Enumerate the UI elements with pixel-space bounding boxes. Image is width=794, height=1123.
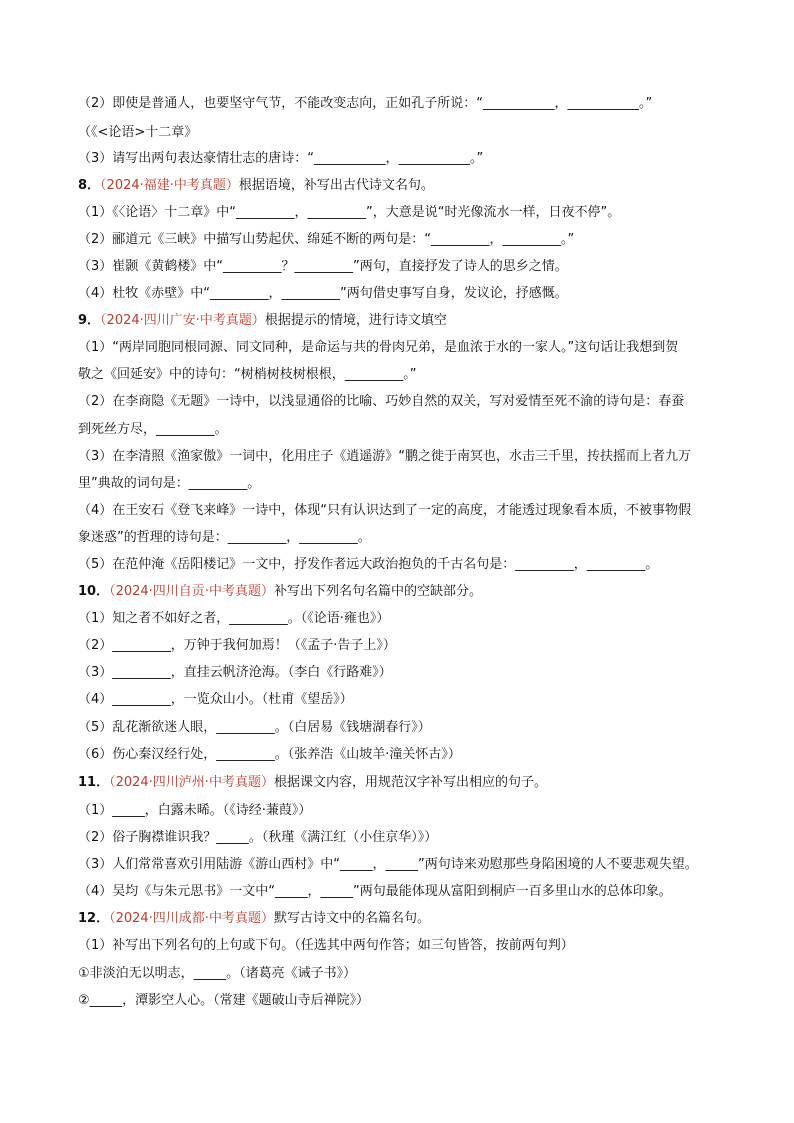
q12-1-item-1: ①非淡泊无以明志，_____。（诸葛亮《诫子书》） <box>78 966 357 981</box>
q9-4-line-a: （4）在王安石《登飞来峰》一诗中，体现“只有认识达到了一定的高度，才能透过现象看本质，不被事物假 <box>78 503 692 518</box>
q9-heading: 9．（2024·四川广安·中考真题）根据提示的情境，进行诗文填空 <box>78 313 447 328</box>
q11-1-line: （1）_____，白露未晞。（《诗经·蒹葭》） <box>78 803 312 818</box>
q10-3-line: （3）_________，直挂云帆济沧海。（李白《行路难》） <box>78 665 392 680</box>
q9-4-line-b: 象迷惑”的哲理的诗句是：_________，_________。 <box>78 530 371 545</box>
q12-1-item-2: ②_____，潭影空人心。（常建《题破山寺后禅院》） <box>78 993 370 1008</box>
q11-4-line: （4）吴均《与朱元思书》一文中“_____，_____”两句最能体现从富阳到桐庐一百多里山水的总体印象。 <box>78 884 672 899</box>
q11-2-line: （2）俗子胸襟谁识我？_____。（秋瑾《满江红（小住京华）》） <box>78 830 438 845</box>
q9-1-line-b: 敬之《回延安》中的诗句：“树梢树枝树根根，_________。” <box>78 367 417 382</box>
q9-3-line-a: （3）在李清照《渔家傲》一词中，化用庄子《逍遥游》“鹏之徙于南冥也，水击三千里，抟扶摇而上者九万 <box>78 449 692 464</box>
q12-heading: 12．（2024·四川成都·中考真题）默写古诗文中的名篇名句。 <box>78 911 430 926</box>
q7-3-line: （3）请写出两句表达豪情壮志的唐诗：“___________，___________。” <box>78 151 484 166</box>
q9-3-line-b: 里”典故的词句是：_________。 <box>78 476 261 491</box>
q11-3-line: （3）人们常常喜欢引用陆游《游山西村》中“_____，_____”两句诗来劝慰那些身陷困境的人不要悲观失望。 <box>78 857 698 872</box>
q9-1-line-a: （1）“两岸同胞同根同源、同文同种，是命运与共的骨肉兄弟，是血浓于水的一家人。”这句话让我想到贺 <box>78 340 679 355</box>
q8-1-line: （1）《〈论语〉十二章》中“_________，_________”，大意是说“时光像流水一样，日夜不停”。 <box>78 205 621 220</box>
q10-heading: 10．（2024·四川自贡·中考真题）补写出下列名句名篇中的空缺部分。 <box>78 584 482 599</box>
q9-2-line-b: 到死丝方尽，_________。 <box>78 422 228 437</box>
q10-2-line: （2）_________，万钟于我何加焉！（《孟子·告子上》） <box>78 638 396 653</box>
q10-5-line: （5）乱花渐欲迷人眼，_________。（白居易《钱塘湖春行》） <box>78 720 431 735</box>
q11-heading: 11．（2024·四川泸州·中考真题）根据课文内容，用规范汉字补写出相应的句子。 <box>78 775 547 790</box>
q8-3-line: （3）崔颢《黄鹤楼》中“_________？_________”两句，直接抒发了诗人的思乡之情。 <box>78 259 568 274</box>
q10-1-line: （1）知之者不如好之者，_________。（《论语·雍也》） <box>78 611 390 626</box>
q8-4-line: （4）杜牧《赤壁》中“_________，_________”两句借史事写自身，发议论，抒感慨。 <box>78 286 568 301</box>
q9-2-line-a: （2）在李商隐《无题》一诗中，以浅显通俗的比喻、巧妙自然的双关，写对爱情至死不渝的诗句是：春蚕 <box>78 394 685 409</box>
q9-5-line: （5）在范仲淹《岳阳楼记》一文中，抒发作者远大政治抱负的千古名句是：_________，_________。 <box>78 557 659 572</box>
q10-6-line: （6）伤心秦汉经行处，_________。（张养浩《山坡羊·潼关怀古》） <box>78 747 461 762</box>
q8-2-line: （2）郦道元《三峡》中描写山势起伏、绵延不断的两句是：“_________，_________。” <box>78 232 575 247</box>
q8-heading: 8．（2024·福建·中考真题）根据语境，补写出古代诗文名句。 <box>78 178 434 193</box>
q10-4-line: （4）_________，一览众山小。（杜甫《望岳》） <box>78 692 353 707</box>
q7-2-source-line: （《<论语>十二章》 <box>78 125 198 140</box>
q12-1-line: （1）补写出下列名句的上句或下句。（任选其中两句作答；如三句皆答，按前两句判） <box>78 938 574 953</box>
q7-2-line: （2）即使是普通人，也要坚守气节，不能改变志向，正如孔子所说：“___________，___________。” <box>78 96 653 111</box>
